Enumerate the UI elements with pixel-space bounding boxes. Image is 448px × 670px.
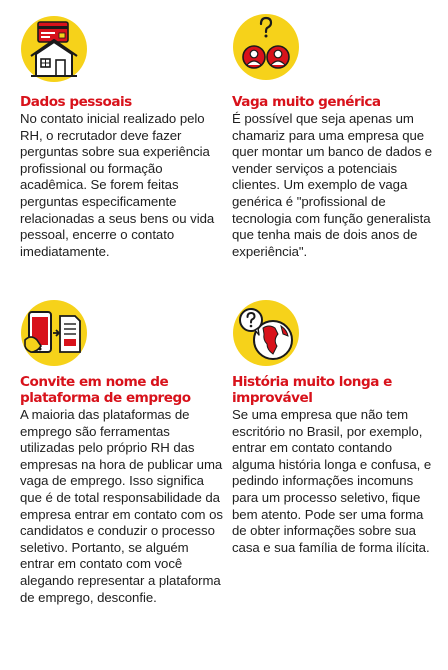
card-body: A maioria das plataformas de emprego são ferramentas utilizadas pelo próprio RH das empresas na hora de publicar uma vaga de emprego. Isso significa que é de total responsabilidade da empresa entrar em contato com os candidatos e conduzir o processo seletivo. Portanto, se alguém entrar em contato com você alegando representar a plataforma de emprego, desconfie.	[20, 407, 223, 605]
card-body: Se uma empresa que não tem escritório no Brasil, por exemplo, entrar em contato contando alguma história longa e confusa, e pedindo informações incomuns para um processo seletivo, fique bem atento. Pode ser uma forma de obter informações sobre sua casa e sua família de forma ilícita.	[232, 407, 432, 555]
card-title: Dados pessoais	[20, 94, 132, 110]
card-title: Vaga muito genérica	[232, 94, 381, 110]
card-title: Convite em nome de plataforma de emprego	[20, 374, 191, 406]
tip-card-dados-pessoais	[20, 10, 225, 260]
globe-question-icon	[233, 300, 299, 366]
tip-card-convite-plataforma	[20, 296, 225, 606]
card-body: No contato inicial realizado pelo RH, o recrutador deve fazer perguntas sobre sua experiência profissional ou formação acadêmica. Se forem feitas perguntas especificamente relacionadas a seus bens ou vida pessoal, encerre o contato imediatamente.	[20, 111, 215, 259]
tip-card-historia-longa	[232, 296, 437, 556]
tip-card-vaga-generica	[232, 10, 437, 260]
people-question-icon	[233, 14, 299, 80]
card-body: É possível que seja apenas um chamariz para uma empresa que quer montar um banco de dados e vender serviços a potenciais clientes. Um exemplo de vaga genérica é "profissional de tecnologia com função generalista que tenha mais de dois anos de experiência".	[232, 111, 433, 259]
phone-document-icon	[21, 300, 87, 366]
id-card-house-icon	[21, 16, 87, 82]
card-title: História muito longa e improvável	[232, 374, 392, 406]
